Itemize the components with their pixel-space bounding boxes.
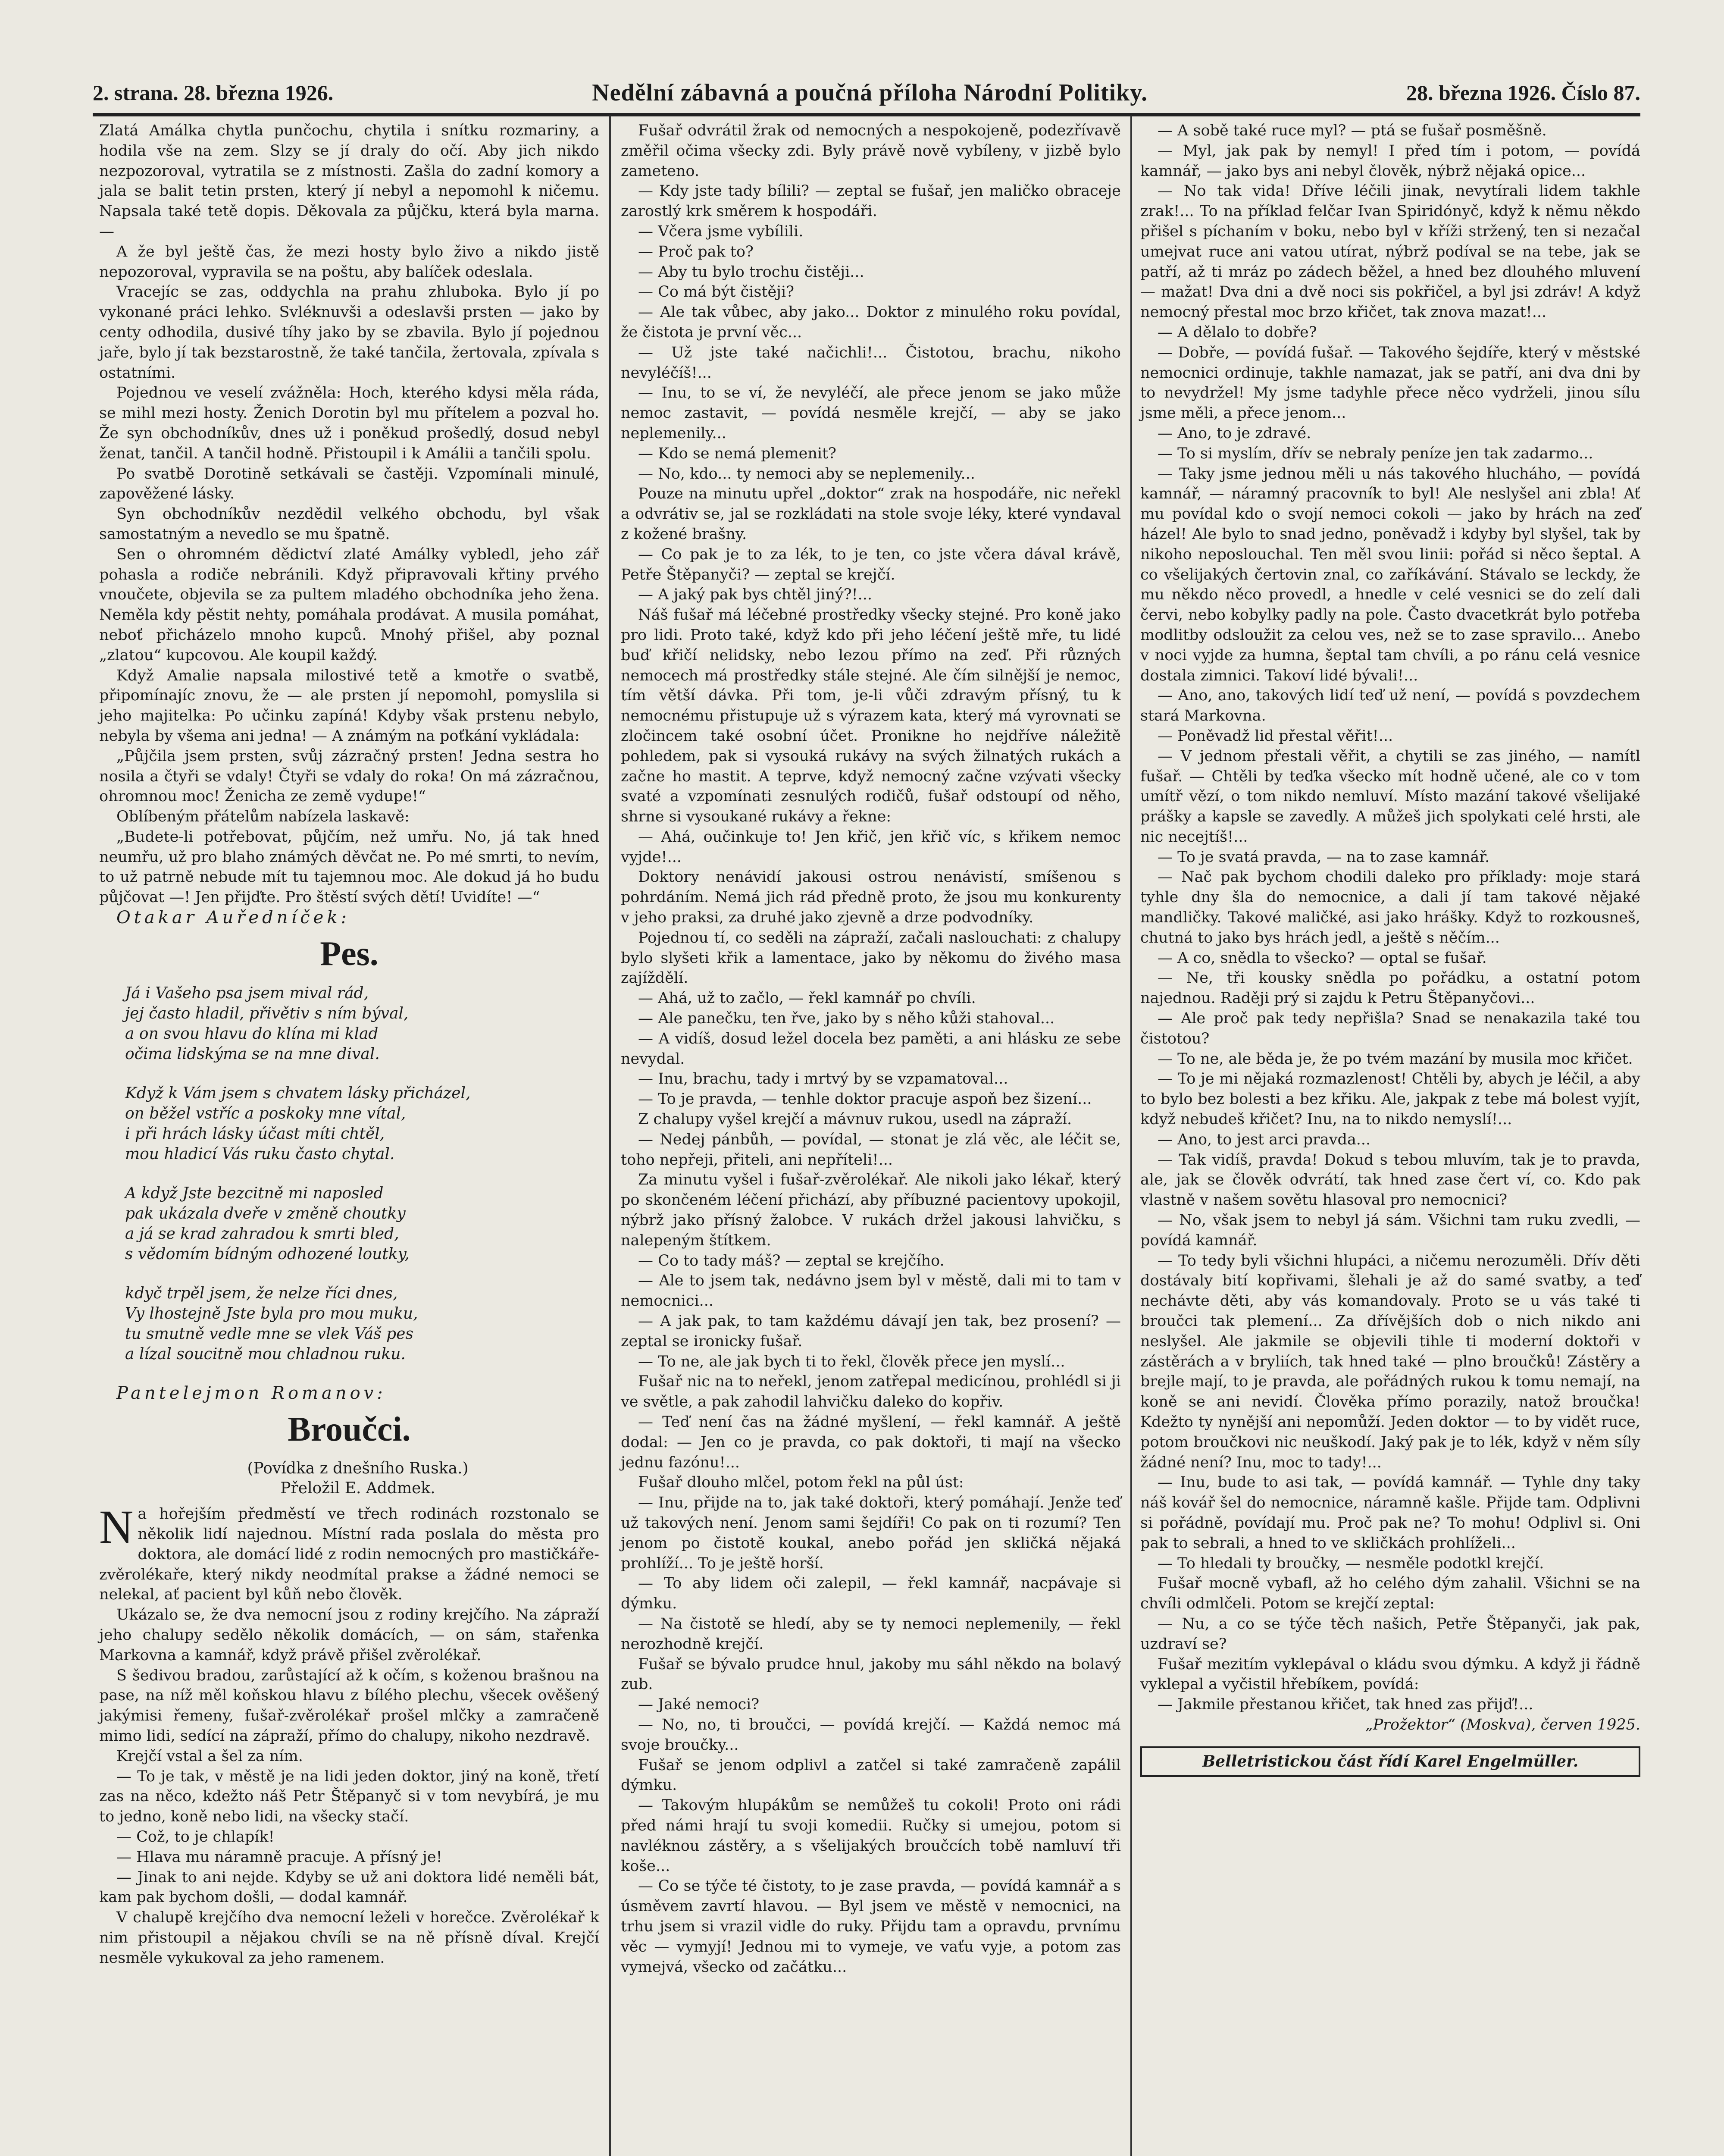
story-paragraph: — To ne, ale běda je, že po tvém mazání by musila moc křičet. bbox=[1158, 1050, 1633, 1068]
story-paragraph: V chalupě krejčího dva nemocní leželi v horečce. Zvěrolékař k nim přistoupil a nějakou chvíli se na ně přísně díval. Krejčí nesměle vykukoval za jeho ramenem. bbox=[99, 1909, 599, 1967]
poem-line: kdyč trpěl jsem, že nelze říci dnes, bbox=[125, 1284, 398, 1302]
story-paragraph: — Ale tak vůbec, aby jako... Doktor z minulého roku povídal, že čistota je první věc... bbox=[621, 304, 1121, 341]
story-author: Pantelejmon Romanov: bbox=[116, 1383, 386, 1403]
story-paragraph: Fušař se jenom odplivl a zatčel si také zamračeně zapálil dýmku. bbox=[621, 1756, 1121, 1794]
story-paragraph: — Aby tu bylo trochu čistěji... bbox=[638, 263, 864, 281]
story-paragraph: „Budete-li potřebovat, půjčím, než umřu. No, já tak hned neumřu, už pro blaho známých děvčat ne. Po mé smrti, to nevím, to už patrně nebude mít tu tajemnou moc. Ale dokud já ho budu půjčovat —! Jen přijďte. Pro štěstí svých dětí! Uvidíte! —“ bbox=[99, 828, 599, 906]
story-paragraph: — To je tak, v městě je na lidi jeden doktor, jiný na koně, třetí zas na něco, kdežto náš Petr Štěpanyč si v tom nevybírá, je mu to jedno, koně nebo lidi, na všecky stačí. bbox=[99, 1767, 599, 1826]
story-paragraph: Pouze na minutu upřel „doktor“ zrak na hospodáře, nic neřekl a odvrátiv se, jal se rozkládati na stole svoje léky, které vyndaval z kožené brašny. bbox=[621, 485, 1121, 543]
story-paragraph: — Jinak to ani nejde. Kdyby se už ani doktora lidé neměli bát, kam pak bychom došli, — dodal kamnář. bbox=[99, 1868, 599, 1906]
poem-line: a on svou hlavu do klína mi klad bbox=[125, 1025, 379, 1043]
header-rule bbox=[93, 113, 1640, 116]
column-2 bbox=[621, 121, 1121, 1977]
column-divider-1 bbox=[609, 116, 611, 2156]
poem-line: jej často hladil, přivětiv s ním býval, bbox=[125, 1004, 409, 1022]
story-paragraph: Pojednou ve veselí zvážněla: Hoch, kterého kdysi měla ráda, se mihl mezi hosty. Ženich Dorotin byl mu přítelem a pozval ho. Že syn obchodníkův, dnes už i poněkud prošedlý, dosud nebyl ženat, tančil. A tančil hodně. Přistoupil i k Amálii a tančili spolu. bbox=[99, 384, 599, 462]
story-paragraph: — To hledali ty broučky, — nesměle podotkl krejčí. bbox=[1158, 1554, 1544, 1572]
story-paragraph: Po svatbě Dorotině setkávali se častěji. Vzpomínali minulé, zapověžené lásky. bbox=[99, 465, 599, 503]
story-paragraph: Fušař mocně vybafl, až ho celého dým zahalil. Všichni se na chvíli odmlčeli. Potom se krejčí zeptal: bbox=[1140, 1575, 1640, 1613]
story-paragraph: Syn obchodníkův nezdědil velkého obchodu, byl však samostatným a nevedlo se mu špatně. bbox=[99, 505, 599, 543]
story-paragraph: — A sobě také ruce myl? — ptá se fušař posměšně. bbox=[1158, 122, 1547, 139]
story-paragraph: — Ne, tři kousky snědla po pořádku, a ostatní potom najednou. Raději prý si zajdu k Petru Štěpanyčovi... bbox=[1140, 969, 1640, 1007]
header-title: Nedělní zábavná a poučná příloha Národní Politiky. bbox=[592, 79, 1148, 106]
story-paragraph: — V jednom přestali věřit, a chytili se zas jiného, — namítl fušař. — Chtěli by teďka všecko mít hodně učené, ale co v tom umítř vězí, o tom nikdo nemluví. Místo mazání takové všelijaké prášky a kapsle se zavedly. A můžeš jich spolykati celé hrsti, ale nic necejtíš!... bbox=[1140, 747, 1640, 846]
story-paragraph: Krejčí vstal a šel za ním. bbox=[116, 1747, 303, 1765]
story-paragraph: Zlatá Amálka chytla punčochu, chytila i snítku rozmariny, a hodila vše na zem. Slzy se jí draly do očí. Aby jich nikdo nezpozoroval, vytratila se z místnosti. Zašla do zadní komory a jala se balit tetin prsten, který jí nebyl a nepomohl k ničemu. Napsala také tetě dopis. Děkovala za půjčku, která byla marna. — bbox=[99, 122, 599, 240]
story-paragraph: — Už jste také načichli!... Čistotou, brachu, nikoho nevyléčíš!... bbox=[621, 344, 1121, 382]
story-paragraph: — Kdo se nemá plemenit? bbox=[638, 445, 836, 462]
story-paragraph: — Nač pak bychom chodili daleko pro příklady: moje stará tyhle dny šla do nemocnice, a dali jí tam takové nějaké mandličky. Takové maličké, asi jako hrášky. Když to rozkousneš, chutná to jako bys hrách jedl, a ještě s něčím... bbox=[1140, 868, 1640, 946]
column-divider-2 bbox=[1130, 116, 1132, 2156]
story-paragraph: — Co má být čistěji? bbox=[638, 283, 794, 301]
story-paragraph: „Půjčila jsem prsten, svůj zázračný prsten! Jedna sestra ho nosila a čtyři se vdaly! Čtyři se vdaly do roka! On má zázračnou, ohromnou moc! Ženicha ze země vydupe!“ bbox=[99, 747, 599, 805]
story-paragraph: — A jak pak, to tam každému dávají jen tak, bez prosení? — zeptal se ironicky fušař. bbox=[621, 1313, 1121, 1350]
poem-line: Vy lhostejně Jste byla pro mou muku, bbox=[125, 1304, 418, 1322]
header-right: 28. března 1926. Číslo 87. bbox=[1406, 81, 1640, 105]
poem-line: Když k Vám jsem s chvatem lásky přicházel, bbox=[125, 1084, 471, 1102]
story-paragraph: — Co se týče té čistoty, to je zase pravda, — povídá kamnář a s úsměvem zavrtí hlavou. — Byl jsem ve městě v nemocnici, na trhu jsem si vrazil vidle do ruky. Přijdu tam a opravdu, prvnímu věc — vymyjí! Jednou mi to vymeje, ve vaťu vyje, a potom zas vymejvá, všecko od začátku... bbox=[621, 1877, 1121, 1976]
poem-line: pak ukázala dveře v změně choutky bbox=[125, 1204, 406, 1222]
story-paragraph: — Proč pak to? bbox=[638, 243, 754, 260]
story-paragraph: — To je mi nějaká rozmazlenost! Chtěli by, abych je léčil, a aby to bylo bez bolesti a bez křiku. Ale, jakpak z tebe má bolest vyjít, když nebudeš křičet? Inu, na to nikdo nemyslí!... bbox=[1140, 1070, 1640, 1128]
poem-stanza bbox=[125, 1183, 599, 1264]
poem-body bbox=[125, 983, 599, 1364]
story-paragraph: — No, kdo... ty nemoci aby se neplemenily... bbox=[638, 465, 975, 483]
story-paragraph: — To je svatá pravda, — na to zase kamnář. bbox=[1158, 848, 1490, 866]
story-paragraph: Když Amalie napsala milostivé tetě a kmotře o svatbě, připomínajíc znovu, že — ale prsten jí nepomohl, pomyslila si jeho majitelka: Po učinku zapíná! Kdyby však prstenu nebylo, nebyla by všema ani jedna! — A známým na poťkání vykládala: bbox=[99, 667, 599, 745]
story-paragraph: — Ale proč pak tedy nepřišla? Snad se nenakazila také tou čistotou? bbox=[1140, 1010, 1640, 1047]
story-paragraph: Sen o ohromném dědictví zlaté Amálky vybledl, jeho zář pohasla a rodiče nebránili. Když připravovali křtiny prvého vnoučete, objevila se za pultem mladého obchodníka jeho žena. Neměla kdy pěstit nehty, pomáhala prodávat. A musila pomáhat, neboť přicházelo mnoho kupců. Mnohý přišel, aby poznal „zlatou“ kupcovou. Ale koupil každý. bbox=[99, 545, 599, 664]
story-paragraph: — Což, to je chlapík! bbox=[116, 1828, 275, 1846]
story-paragraph: S šedivou bradou, zarůstající až k očím, s koženou brašnou na pase, na níž měl koňskou hlavu z bílého plechu, všecek ověšený jakýmisi řemeny, fušař-zvěrolékař prošel mlčky a zamračeně mimo lidi, sedící na zápraží, přímo do chalupy, nikoho nezdravě. bbox=[99, 1667, 599, 1745]
story-paragraph: — A dělalo to dobře? bbox=[1158, 323, 1317, 341]
poem-line: a já se krad zahradou k smrti bled, bbox=[125, 1225, 399, 1243]
story-paragraph: Fušař dlouho mlčel, potom řekl na půl úst: bbox=[638, 1474, 964, 1492]
story-paragraph: — Co to tady máš? — zeptal se krejčího. bbox=[638, 1252, 945, 1269]
story-translator: Přeložil E. Addmek. bbox=[280, 1479, 435, 1498]
story-subtitle: (Povídka z dnešního Ruska.) bbox=[247, 1459, 469, 1477]
column-3 bbox=[1140, 121, 1640, 1777]
story-paragraph: — Na čistotě se hledí, aby se ty nemoci neplemenily, — řekl nerozhodně krejčí. bbox=[621, 1615, 1121, 1653]
poem-stanza bbox=[125, 1083, 599, 1164]
story-paragraph: Vracejíc se zas, oddychla na prahu zhluboka. Bylo jí po vykonané práci lehko. Svléknuvši a odeslavši prsten — jako by centy odhodila, dusivé tíhy jako by se zbavila. Bylo jí pojednou jaře, bylo jí tak bezstarostně, že také tančila, žertovala, zpívala s ostatními. bbox=[99, 283, 599, 382]
poem-line: Já i Vašeho psa jsem mival rád, bbox=[125, 984, 369, 1002]
story-paragraph: — Tak vidíš, pravda! Dokud s tebou mluvím, tak je to pravda, ale, jak se člověk odvrátí, tak hned zase čert ví, co. Kdo pak vlastně v našem sovětu hlasoval pro nemocnici? bbox=[1140, 1151, 1640, 1209]
story-paragraph: Fušař se bývalo prudce hnul, jakoby mu sáhl někdo na bolavý zub. bbox=[621, 1655, 1121, 1693]
story-paragraph: Oblíbeným přátelům nabízela laskavě: bbox=[116, 808, 410, 826]
story-paragraph: — A vidíš, dosud ležel docela bez paměti, a ani hlásku ze sebe nevydal. bbox=[621, 1030, 1121, 1068]
story-paragraph: — Teď není čas na žádné myšlení, — řekl kamnář. A ještě dodal: — Jen co je pravda, co pak doktoři, ti mají na všecko jednu fazónu!... bbox=[621, 1413, 1121, 1471]
story-paragraph: — No, no, ti broučci, — povídá krejčí. — Každá nemoc má svoje broučky... bbox=[621, 1716, 1121, 1754]
poem-line: tu smutně vedle mne se vlek Váš pes bbox=[125, 1325, 413, 1343]
story-paragraph: — Ahá, oučinkuje to! Jen křič, jen křič víc, s křikem nemoc vyjde!... bbox=[621, 828, 1121, 866]
poem-stanza bbox=[125, 1283, 599, 1364]
poem-stanza bbox=[125, 983, 599, 1064]
story-paragraph: Za minutu vyšel i fušař-zvěrolékař. Ale nikoli jako lékař, který po skončeném léčení přichází, aby příbuzné pacientovy upokojil, nýbrž jako přísný žalobce. V rukách držel jakousi lahvičku, s nalepeným štítkem. bbox=[621, 1171, 1121, 1249]
story-paragraph: — Takovým hlupákům se nemůžeš tu cokoli! Proto oni rádi před námi hrají tu svoji komedii. Ručky si umejou, potom si navléknou zástěry, a s všelijakých broučcích tobě namluví tři koše... bbox=[621, 1797, 1121, 1875]
story-paragraph: — To tedy byli všichni hlupáci, a ničemu nerozuměli. Dřív děti dostávaly bití kopřivami, šlehali je až do samé svatby, a teď nechávte děti, aby vás komandovaly. Proto se u vás také ti broučci tak plemení... Za dřívějších dob o nich nikdo ani neslyšel. Ale jakmile se objevili tihle ti moderní doktoři v zástěrách a v bryliích, tak hned také — plno broučků! Zástěry a brejle mají, to je pravda, ale pořádných rukou k tomu nemají, na koně se ani nevidí. Člověka přímo porazily, natož broučka! Kdežto ty nynější ani nepomůží. Jeden doktor — to by vidět ruce, potom broučkovi nic neuškodí. Jaký pak je to lék, když v něm síly žádné není? Inu, moc to tady!... bbox=[1140, 1252, 1640, 1471]
poem-line: A když Jste bezcitně mi naposled bbox=[125, 1184, 384, 1202]
story-paragraph: — Co pak je to za lék, to je ten, co jste včera dával krávě, Petře Štěpanyči? — zeptal se krejčí. bbox=[621, 545, 1121, 583]
story-paragraph: — Nu, a co se týče těch našich, Petře Štěpanyči, jak pak, uzdraví se? bbox=[1140, 1615, 1640, 1653]
story-paragraph: A že byl ještě čas, že mezi hosty bylo živo a nikdo jistě nepozoroval, vypravila se na poštu, aby balíček odeslala. bbox=[99, 243, 599, 281]
story-paragraph: — A co, snědla to všecko? — optal se fušař. bbox=[1158, 949, 1487, 967]
story-paragraph: — Taky jsme jednou měli u nás takového hlucháho, — povídá kamnář, — náramný pracovník to byl! Ale neslyšel ani zbla! Ať mu povídal kdo o svojí nemoci cokoli — jako by hrách na zeď házel! Ale bylo to snad jedno, poněvadž i kdyby byl slyšel, tak by nikoho neposlouchal. Ten měl svou linii: pořád si něco šeptal. A co všelijakých čertovin znal, co zaříkávání. Stávalo se leckdy, že mu někdo něco provedl, a hnedle v celé vesnici se do zelí dali červi, nebo kobylky padly na pole. Často dvacetkrát bylo potřeba modlitby odsloužit za celou ves, než se to zase spravilo... Anebo v noci vyjde za humna, šeptal tam chvíli, a po ránu celá vesnice dostala zimnici. Takoví lidé bývali!... bbox=[1140, 465, 1640, 684]
story-paragraph: — Dobře, — povídá fušař. — Takového šejdíře, který v městské nemocnici ordinuje, takhle namazat, jak se patří, ani dva dni by to nevydržel! My jsme tadyhle přece něco vydrželi, jinou sílu jsme měli, a přece jenom... bbox=[1140, 344, 1640, 422]
story-paragraph: — Myl, jak pak by nemyl! I před tím i potom, — povídá kamnář, — jako bys ani nebyl člověk, nýbrž nějaká opice... bbox=[1140, 142, 1640, 180]
poem-line: on běžel vstříc a poskoky mne vítal, bbox=[125, 1104, 406, 1122]
story-paragraph: Pojednou tí, co seděli na zápraží, začali naslouchati: z chalupy bylo slyšeti křik a lamentace, jako by někomu do živého masa zajíždělí. bbox=[621, 929, 1121, 987]
story-paragraph: — Ale to jsem tak, nedávno jsem byl v městě, dali mi to tam v nemocnici... bbox=[621, 1272, 1121, 1310]
story-paragraph: — Jaké nemoci? bbox=[638, 1696, 760, 1714]
story-paragraph: — Kdy jste tady bílili? — zeptal se fušař, jen maličko obraceje zarostlý krk směrem k hospodáři. bbox=[621, 182, 1121, 220]
story-paragraph: — Jakmile přestanou křičet, tak hned zas přijď!... bbox=[1158, 1696, 1533, 1714]
story-paragraph: — Ale panečku, ten řve, jako by s něho kůži stahoval... bbox=[638, 1010, 1055, 1028]
page-header bbox=[93, 73, 1640, 112]
story-paragraph: Náš fušař má léčebné prostředky všecky stejné. Pro koně jako pro lidi. Proto také, když kdo při jeho léčení ještě mře, tu lidé buď křičí nelidsky, nebo lezou přímo na zeď. Při různých nemocech má prostředky stále stejné. Ale čím silnější je nemoc, tím větší dávka. Při tom, je-li vůči zdravým přísný, tu k nemocnému přistupuje už s výrazem kata, který má vyrovnati se zločincem také osobní účet. Pronikne ho nejdříve náležitě pohledem, pak si vysouká rukávy na svých žilnatých rukách a začne ho mastit. A teprve, když nemocný začne vzývati všecky svaté a vzpomínati zesnulých rodičů, fušař odstoupí od něho, shrne si vysoukané rukávy a řekne: bbox=[621, 606, 1121, 826]
story-paragraph: — To ne, ale jak bych ti to řekl, člověk přece jen myslí... bbox=[638, 1353, 1065, 1370]
poem-line: očima lidskýma se na mne dival. bbox=[125, 1045, 380, 1063]
header-left: 2. strana. 28. března 1926. bbox=[93, 81, 334, 105]
story-paragraph: — A jaký pak bys chtěl jiný?!... bbox=[638, 586, 873, 604]
story-paragraph: — Inu, bude to asi tak, — povídá kamnář. — Tyhle dny taky náš kovář šel do nemocnice, náramně kašle. Přijde tam. Odplivni si pořádně, povídají mu. Proč pak ne? To mohu! Odplivl si. Oni pak to sebrali, a hned to ve skličkách prohlíželi... bbox=[1140, 1474, 1640, 1552]
story-paragraph: — To aby lidem oči zalepil, — řekl kamnář, nacpávaje si dýmku. bbox=[621, 1575, 1121, 1613]
poem-line: i při hrách lásky účast míti chtěl, bbox=[125, 1125, 385, 1143]
column-1 bbox=[99, 121, 599, 1968]
story-paragraph: Fušař nic na to neřekl, jenom zatřepal medicínou, prohlédl si ji ve světle, a pak zahodil lahvičku daleko do kopřiv. bbox=[621, 1373, 1121, 1411]
story-paragraph: — Ano, to je zdravé. bbox=[1158, 424, 1311, 442]
story-paragraph: Fušař mezitím vyklepával o kládu svou dýmku. A když ji řádně vyklepal a vyčistil hřebíkem, povídá: bbox=[1140, 1655, 1640, 1693]
poem-line: a lízal soucitně mou chladnou ruku. bbox=[125, 1345, 406, 1363]
poem-title: Pes. bbox=[320, 934, 379, 973]
source-signature: „Prožektor“ (Moskva), červen 1925. bbox=[1365, 1716, 1640, 1733]
story-paragraph: — No, však jsem to nebyl já sám. Všichni tam ruku zvedli, — povídá kamnář. bbox=[1140, 1212, 1640, 1249]
poem-line: mou hladicí Vás ruku často chytal. bbox=[125, 1145, 395, 1163]
story-paragraph: Doktory nenávidí jakousi ostrou nenávistí, smíšenou s pohrdáním. Nemá jich rád předně proto, že jsou mu konkurenty v jeho praksi, za druhé jako zjevně a drze podvodníky. bbox=[621, 868, 1121, 927]
story-paragraph: — Nedej pánbůh, — povídal, — stonat je zlá věc, ale léčit se, toho nepřeji, přiteli, ani nepříteli!... bbox=[621, 1131, 1121, 1169]
story-paragraph: — Inu, přijde na to, jak také doktoři, který pomáhají. Jenže teď už takových není. Jenom sami šejdíři! Co pak on ti rozumí? Ten jenom po čistotě koukal, anebo pořád jen skličká nějaká prohlíží... To je ještě horší. bbox=[621, 1494, 1121, 1572]
story-paragraph: — Včera jsme vybílili. bbox=[638, 222, 804, 240]
story-paragraph: — To je pravda, — tenhle doktor pracuje aspoň bez šizení... bbox=[638, 1091, 1092, 1108]
editor-credit: Belletristickou část řídí Karel Engelmüller. bbox=[1140, 1746, 1640, 1777]
drop-cap: N bbox=[99, 1501, 134, 1554]
story-paragraph: — Inu, to se ví, že nevyléčí, ale přece jenom se jako může nemoc zastavit, — povídá nesměle krejčí, — aby se jako neplemenily... bbox=[621, 384, 1121, 442]
story-paragraph: — Ahá, už to začlo, — řekl kamnář po chvíli. bbox=[638, 990, 976, 1007]
story-paragraph: Fušař odvrátil žrak od nemocných a nespokojeně, podezřívavě změřil očima všecky zdi. Byly právě nově vybíleny, v jizbě bylo zameteno. bbox=[621, 122, 1121, 180]
story-paragraph: Ukázalo se, že dva nemocní jsou z rodiny krejčího. Na zápraží jeho chalupy sedělo několik domácích, — on sám, stařenka Markovna a kamnář, když právě přišel zvěrolékař. bbox=[99, 1606, 599, 1664]
story-paragraph: — Poněvadž lid přestal věřit!... bbox=[1158, 727, 1393, 745]
poem-line: s vědomím bídným odhozené loutky, bbox=[125, 1245, 410, 1263]
story-first-paragraph: Na hořejším předměstí ve třech rodinách rozstonalo se několik lidí najednou. Místní rada poslala do města pro doktora, ale domácí lidé z rodin nemocných pro mastičkáře-zvěrolékaře, který nikdy neodmítal prakse a žádné nemoci se nelekal, ať pacient byl kůň nebo člověk. bbox=[99, 1501, 599, 1604]
story-paragraph: — Hlava mu náramně pracuje. A přísný je! bbox=[116, 1848, 442, 1866]
story-title: Broučci. bbox=[288, 1410, 411, 1448]
story-paragraph: — Ano, to jest arci pravda... bbox=[1158, 1131, 1371, 1148]
story-paragraph: — Inu, brachu, tady i mrtvý by se vzpamatoval... bbox=[638, 1070, 1008, 1088]
story-paragraph: Z chalupy vyšel krejčí a mávnuv rukou, usedl na zápraží. bbox=[638, 1111, 1072, 1128]
story-paragraph: — To si myslím, dřív se nebraly peníze jen tak zadarmo... bbox=[1158, 445, 1593, 462]
poem-author: Otakar Auředníček: bbox=[116, 908, 350, 928]
story-paragraph: — Ano, ano, takových lidí teď už není, — povídá s povzdechem stará Markovna. bbox=[1140, 687, 1640, 725]
story-paragraph: — No tak vida! Dříve léčili jinak, nevytírali lidem takhle zrak!... To na příklad felčar Ivan Spiridónyč, když k němu někdo přišel s píchaním v boku, nebo byl v kříži stržený, ten si nezačal umejvat ruce ani vatou utírat, nýbrž podíval se na tebe, jak se patří, až ti mráz po zádech běžel, a hned bez dlouhého mluvení — mažat! Dva dni a dvě noci sis pokřičel, a byl jsi zdráv! A když nemocný přestal moc brzo křičet, tak znova mazat!... bbox=[1140, 182, 1640, 321]
